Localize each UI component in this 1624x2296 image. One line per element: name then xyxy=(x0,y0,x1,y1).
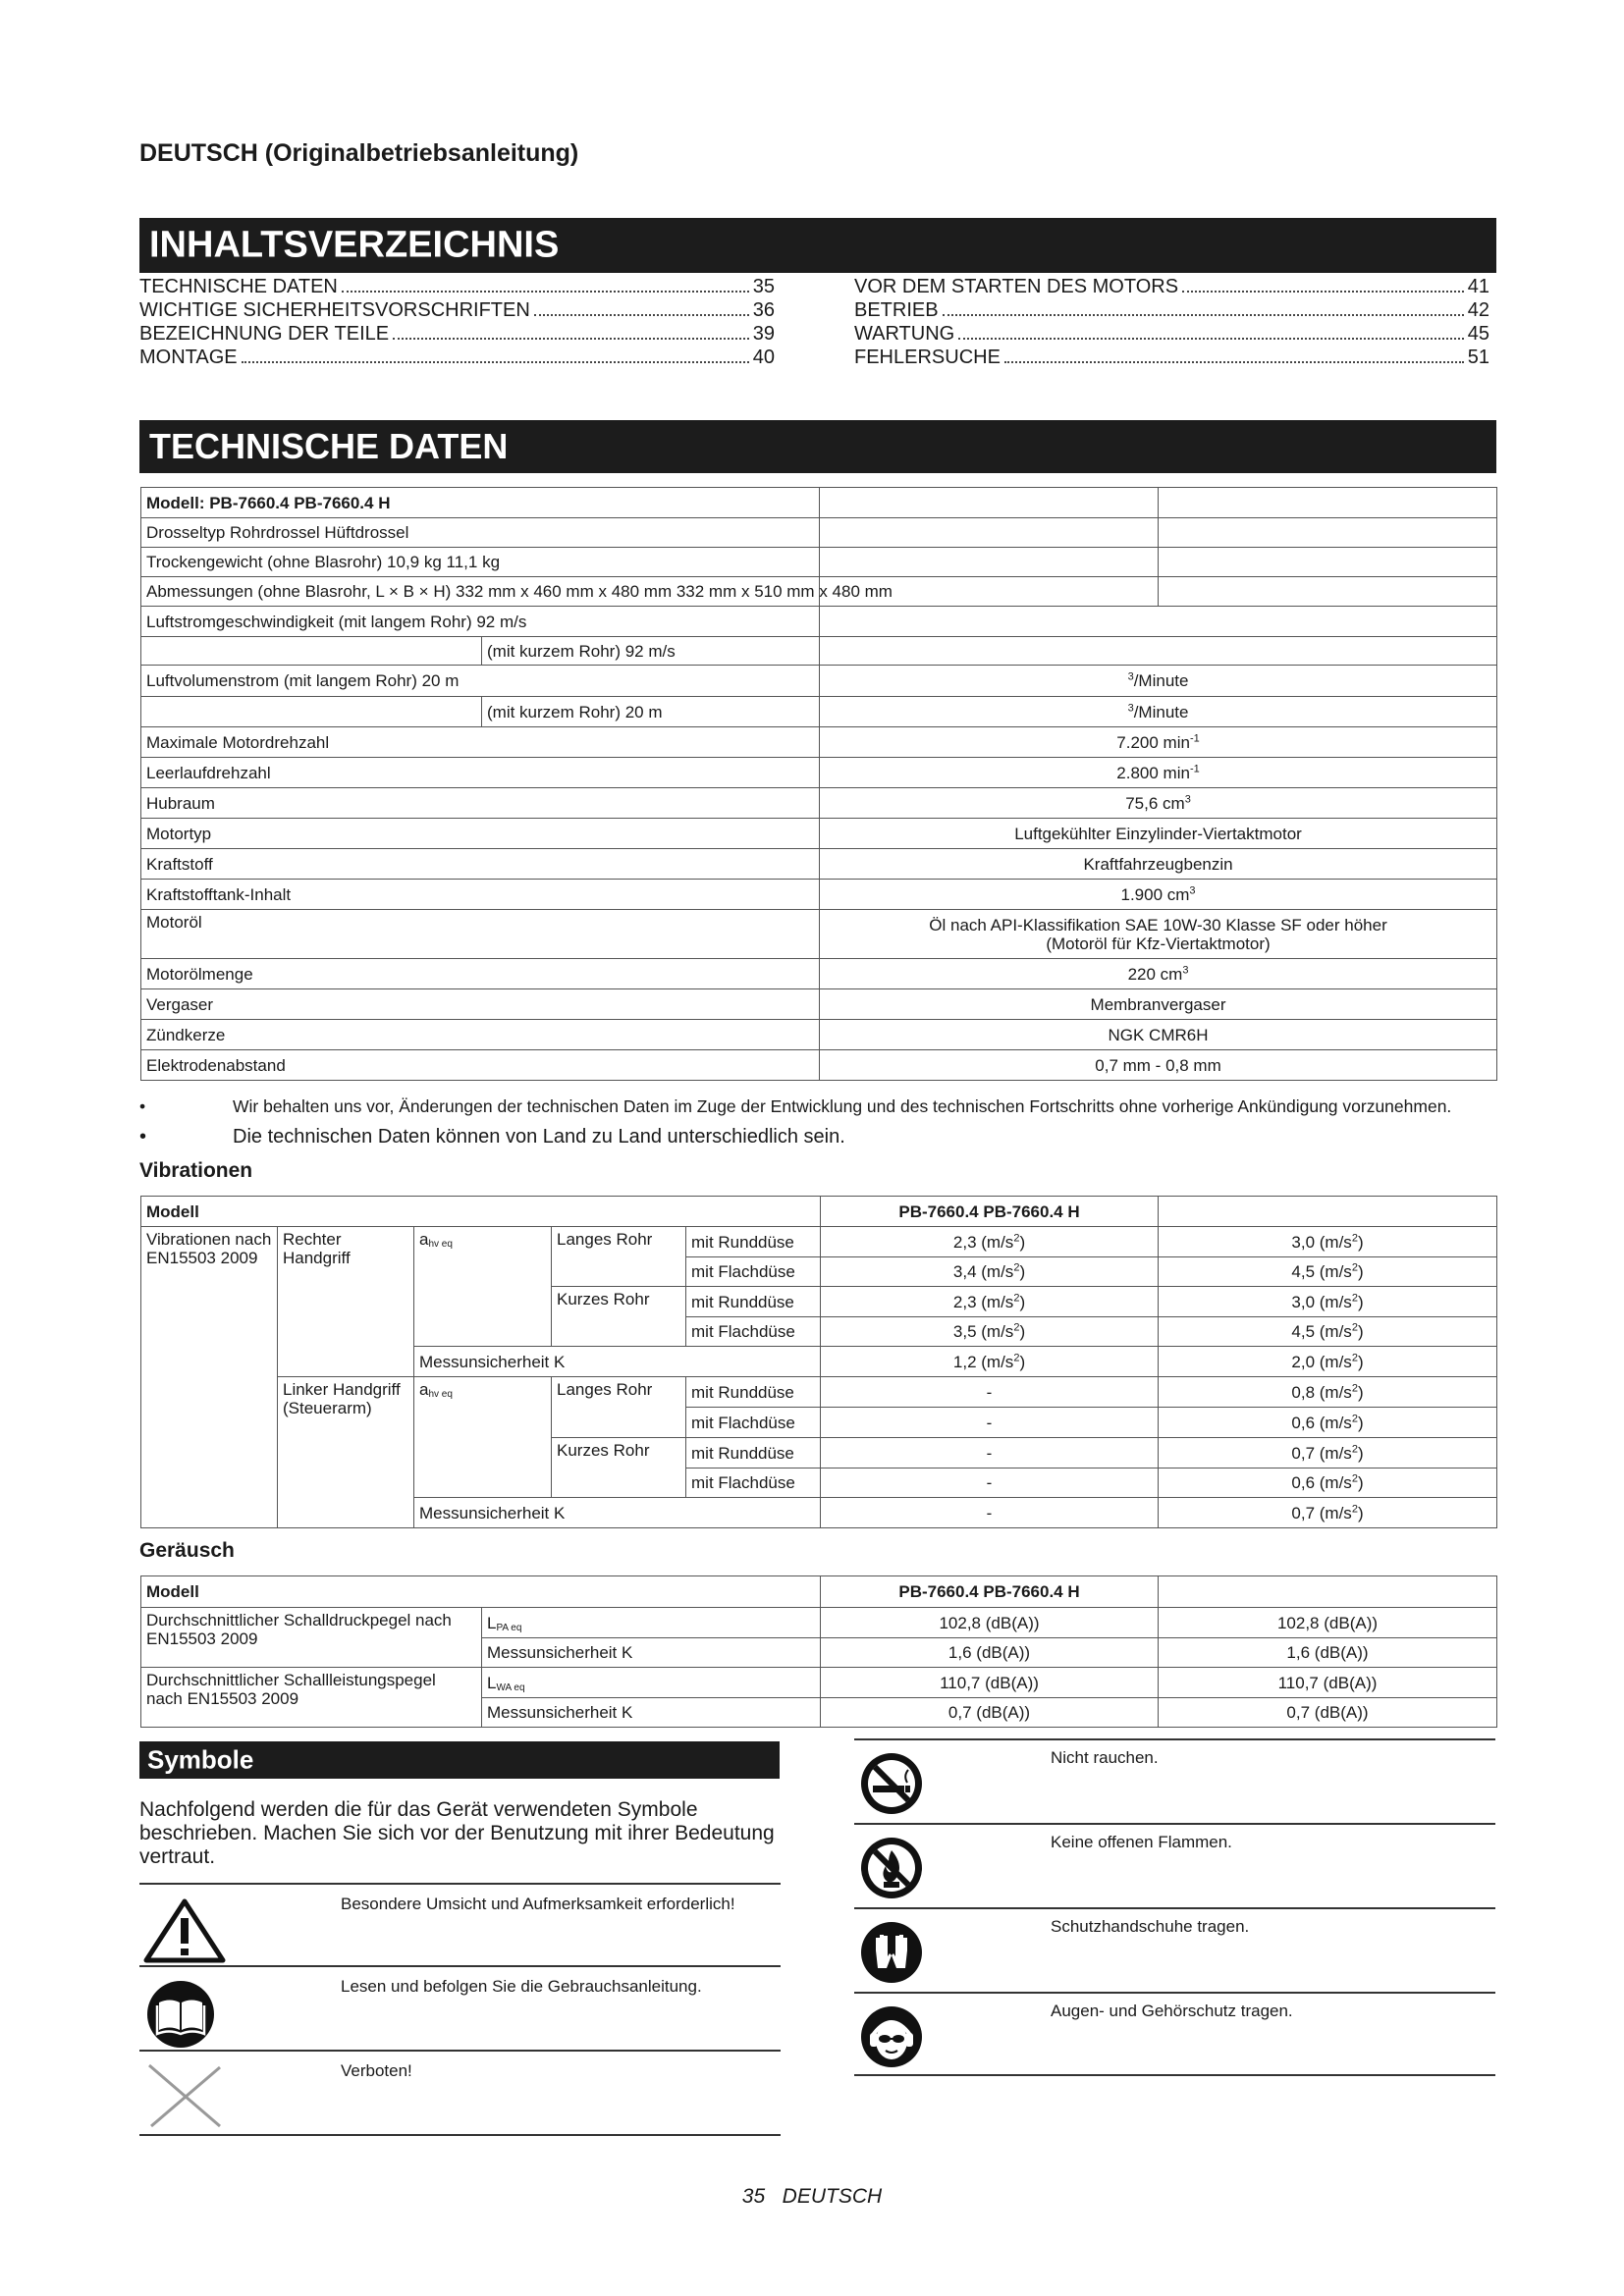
prohibited-cross-icon xyxy=(143,2057,226,2137)
spec-value: Luftgekühlter Einzylinder-Viertaktmotor xyxy=(820,819,1497,849)
vibration-table xyxy=(140,1196,1497,1528)
toc-entry-title: BETRIEB xyxy=(854,299,939,321)
toc-entry[interactable] xyxy=(139,346,775,369)
vib-left-grip: Linker Handgriff (Steuerarm) xyxy=(278,1377,414,1528)
toc-entry-page: 42 xyxy=(1467,299,1489,321)
noise-model-value: PB-7660.4 PB-7660.4 H xyxy=(898,1582,1080,1601)
symbol-text: Augen- und Gehörschutz tragen. xyxy=(1051,2002,1293,2020)
symbol-text: Lesen und befolgen Sie die Gebrauchsanleitung. xyxy=(341,1977,702,1996)
table-row xyxy=(141,607,1497,637)
toc-leader xyxy=(242,361,749,363)
table-row xyxy=(141,1197,1497,1227)
toc-leader xyxy=(534,314,749,316)
table-row xyxy=(141,910,1497,959)
toc-entry-page: 45 xyxy=(1467,323,1489,345)
symbol-row xyxy=(139,1965,781,2052)
table-row xyxy=(141,637,1497,666)
vib-uncertainty: Messunsicherheit K xyxy=(414,1347,821,1377)
vib-model-label: Modell xyxy=(141,1197,821,1227)
vib-value: 2,3 $(m/s^2)$ xyxy=(821,1287,1159,1317)
spec-label: Hubraum xyxy=(141,788,820,819)
toc-entry[interactable] xyxy=(139,322,775,346)
vib-value: - xyxy=(821,1498,1159,1528)
table-row xyxy=(141,1608,1497,1638)
vib-value: - xyxy=(821,1468,1159,1498)
table-row xyxy=(141,666,1497,697)
toc-entry[interactable] xyxy=(854,275,1489,298)
spec-air-volume-short: (mit kurzem Rohr) 20 m xyxy=(482,697,820,727)
symbol-row xyxy=(139,1883,781,1967)
noise-uncertainty: Messunsicherheit K xyxy=(482,1698,821,1728)
toc-entry-title: FEHLERSUCHE xyxy=(854,347,1001,368)
vib-value: 1,2 $(m/s^2)$ xyxy=(821,1347,1159,1377)
noise-value: 110,7 (dB(A)) xyxy=(821,1668,1159,1698)
vib-value: 3,4 $(m/s^2)$ xyxy=(821,1257,1159,1287)
eye-ear-protection-icon xyxy=(860,2005,923,2073)
table-row xyxy=(141,819,1497,849)
spec-model: Modell: PB-7660.4 PB-7660.4 H xyxy=(141,488,820,518)
no-smoking-icon xyxy=(860,1752,923,1820)
bullet: • xyxy=(139,1096,146,1116)
vib-value: 2,0 $(m/s^2)$ xyxy=(1159,1347,1497,1377)
symbol-text: Verboten! xyxy=(341,2061,412,2080)
noise-value: 0,7 (dB(A)) xyxy=(1159,1698,1497,1728)
page-header: DEUTSCH (Originalbetriebsanleitung) xyxy=(139,139,579,167)
spec-label: Zündkerze xyxy=(141,1020,820,1050)
toc-leader xyxy=(1004,361,1464,363)
table-row xyxy=(141,1050,1497,1081)
symbol-text: Besondere Umsicht und Aufmerksamkeit erforderlich! xyxy=(341,1895,735,1913)
toc-entry-page: 40 xyxy=(752,347,775,368)
vib-short-pipe: Kurzes Rohr xyxy=(552,1287,686,1347)
spec-label: Motorölmenge xyxy=(141,959,820,989)
read-manual-icon xyxy=(145,1979,216,2055)
vib-value: 0,6 $(m/s^2)$ xyxy=(1159,1468,1497,1498)
table-row xyxy=(141,1227,1497,1257)
noise-power-symbol: $L_{WA eq}$ xyxy=(482,1668,821,1698)
vib-nozzle: mit Flachdüse xyxy=(686,1257,821,1287)
toc-entry-page: 39 xyxy=(752,323,775,345)
spec-value: 1.900 $cm^3$ xyxy=(820,880,1497,910)
vib-uncertainty: Messunsicherheit K xyxy=(414,1498,821,1528)
vib-nozzle: mit Flachdüse xyxy=(686,1468,821,1498)
toc-entry[interactable] xyxy=(139,298,775,322)
page-number: 35 xyxy=(741,2185,766,2208)
spec-choke-type: Drosseltyp Rohrdrossel Hüftdrossel xyxy=(141,518,820,548)
symbol-row xyxy=(854,1992,1495,2076)
vib-nozzle: mit Runddüse xyxy=(686,1438,821,1468)
toc-leader xyxy=(958,338,1464,340)
symbol-row xyxy=(854,1738,1495,1825)
toc-right-column xyxy=(854,275,1489,369)
tech-data-heading-band xyxy=(139,420,1496,473)
table-row xyxy=(141,788,1497,819)
toc-leader xyxy=(943,314,1464,316)
spec-dry-weight: Trockengewicht (ohne Blasrohr) 10,9 kg 11,1 kg xyxy=(141,548,820,577)
vib-a-symbol: $a_{hv eq}$ xyxy=(414,1227,552,1347)
noise-table xyxy=(140,1575,1497,1728)
toc-entry-title: BEZEICHNUNG DER TEILE xyxy=(139,323,390,345)
spec-label: Vergaser xyxy=(141,989,820,1020)
spec-value: NGK CMR6H xyxy=(820,1020,1497,1050)
toc-leader xyxy=(1182,291,1464,293)
vib-nozzle: mit Runddüse xyxy=(686,1287,821,1317)
vib-value: - xyxy=(821,1377,1159,1408)
note-text: Die technischen Daten können von Land zu Land unterschiedlich sein. xyxy=(233,1126,845,1148)
symbol-row xyxy=(854,1823,1495,1909)
vib-value: 0,7 $(m/s^2)$ xyxy=(1159,1438,1497,1468)
table-row xyxy=(141,959,1497,989)
noise-value: 0,7 (dB(A)) xyxy=(821,1698,1159,1728)
noise-model-label: Modell xyxy=(141,1576,821,1608)
noise-heading: Geräusch xyxy=(139,1539,235,1562)
table-row xyxy=(141,880,1497,910)
spec-label: Kraftstoff xyxy=(141,849,820,880)
vib-value: 2,3 $(m/s^2)$ xyxy=(821,1227,1159,1257)
table-row xyxy=(141,548,1497,577)
spec-air-volume-long: Luftvolumenstrom (mit langem Rohr) 20 m xyxy=(146,671,460,690)
toc-entry-page: 41 xyxy=(1467,276,1489,297)
table-row xyxy=(141,577,1497,607)
symbol-row xyxy=(139,2050,781,2136)
noise-value: 1,6 (dB(A)) xyxy=(1159,1638,1497,1668)
vib-value: 3,5 $(m/s^2)$ xyxy=(821,1317,1159,1347)
noise-pressure-symbol: $L_{PA eq}$ xyxy=(482,1608,821,1638)
spec-label: Kraftstofftank-Inhalt xyxy=(141,880,820,910)
vibration-heading: Vibrationen xyxy=(139,1159,253,1182)
vib-value: 0,7 $(m/s^2)$ xyxy=(1159,1498,1497,1528)
table-row xyxy=(141,697,1497,727)
vib-right-grip: Rechter Handgriff xyxy=(278,1227,414,1377)
toc-entry-page: 36 xyxy=(752,299,775,321)
table-row xyxy=(141,1020,1497,1050)
tech-data-heading: TECHNISCHE DATEN xyxy=(149,426,509,466)
table-row xyxy=(141,1377,1497,1408)
toc-heading: INHALTSVERZEICHNIS xyxy=(149,224,560,266)
divider xyxy=(854,2074,1495,2076)
toc-heading-band xyxy=(139,218,1496,273)
noise-value: 102,8 (dB(A)) xyxy=(1159,1608,1497,1638)
spec-value: 2.800 $\min^{-1}$ xyxy=(820,758,1497,788)
table-row xyxy=(141,1668,1497,1698)
vib-long-pipe: Langes Rohr xyxy=(552,1227,686,1287)
table-row xyxy=(141,849,1497,880)
no-open-flame-icon xyxy=(860,1837,923,1904)
table-row xyxy=(141,1576,1497,1608)
toc-entry-title: VOR DEM STARTEN DES MOTORS xyxy=(854,276,1179,297)
spec-air-volume-unit: $^3$/Minute xyxy=(820,666,1497,697)
symbol-row xyxy=(854,1907,1495,1994)
noise-value: 1,6 (dB(A)) xyxy=(821,1638,1159,1668)
spec-label: Motortyp xyxy=(141,819,820,849)
symbols-heading: Symbole xyxy=(147,1744,254,1775)
symbol-text: Keine offenen Flammen. xyxy=(1051,1833,1232,1851)
table-row xyxy=(141,727,1497,758)
spec-label: Elektrodenabstand xyxy=(141,1050,820,1081)
toc-left-column xyxy=(139,275,775,369)
vib-nozzle: mit Flachdüse xyxy=(686,1408,821,1438)
spec-label: Leerlaufdrehzahl xyxy=(141,758,820,788)
warning-triangle-icon xyxy=(143,1898,226,1968)
spec-value: Kraftfahrzeugbenzin xyxy=(820,849,1497,880)
spec-dimensions: Abmessungen (ohne Blasrohr, L × B × H) 332 mm x 460 mm x 480 mm 332 mm x 510 mm x 480 mm xyxy=(146,582,893,601)
toc-entry-title: WARTUNG xyxy=(854,323,955,345)
toc-entry[interactable] xyxy=(854,322,1489,346)
vib-value: 4,5 $(m/s^2)$ xyxy=(1159,1317,1497,1347)
toc-entry-title: WICHTIGE SICHERHEITSVORSCHRIFTEN xyxy=(139,299,530,321)
toc-entry-title: MONTAGE xyxy=(139,347,238,368)
vib-short-pipe: Kurzes Rohr xyxy=(552,1438,686,1498)
gloves-icon xyxy=(860,1921,923,1989)
spec-label: Motoröl xyxy=(141,910,820,959)
toc-leader xyxy=(393,338,749,340)
spec-value: 7.200 $\min^{-1}$ xyxy=(820,727,1497,758)
toc-entry[interactable] xyxy=(854,346,1489,369)
table-row xyxy=(141,989,1497,1020)
spec-value: 220 $cm^3$ xyxy=(820,959,1497,989)
bullet: • xyxy=(139,1126,147,1148)
spec-label: Maximale Motordrehzahl xyxy=(141,727,820,758)
vib-nozzle: mit Runddüse xyxy=(686,1227,821,1257)
vib-value: - xyxy=(821,1438,1159,1468)
symbol-text: Schutzhandschuhe tragen. xyxy=(1051,1917,1250,1936)
toc-entry-page: 35 xyxy=(752,276,775,297)
page-footer xyxy=(0,2185,1624,2209)
symbols-intro: Nachfolgend werden die für das Gerät verwendeten Symbole beschrieben. Machen Sie sich vor der Benutzung mit ihrer Bedeutung vertraut. xyxy=(139,1798,775,1868)
vib-nozzle: mit Flachdüse xyxy=(686,1317,821,1347)
symbols-heading-band xyxy=(139,1741,780,1779)
toc-entry-page: 51 xyxy=(1467,347,1489,368)
table-row xyxy=(141,518,1497,548)
noise-value: 102,8 (dB(A)) xyxy=(821,1608,1159,1638)
vib-value: 3,0 $(m/s^2)$ xyxy=(1159,1227,1497,1257)
toc-leader xyxy=(342,291,749,293)
vib-value: 0,6 $(m/s^2)$ xyxy=(1159,1408,1497,1438)
noise-uncertainty: Messunsicherheit K xyxy=(482,1638,821,1668)
noise-power-label: Durchschnittlicher Schallleistungspegel nach EN15503 2009 xyxy=(141,1668,482,1728)
toc-entry[interactable] xyxy=(854,298,1489,322)
note-text: Wir behalten uns vor, Änderungen der technischen Daten im Zuge der Entwicklung und des technischen Fortschritts ohne vorherige Ankündigung vorzunehmen. xyxy=(233,1096,1452,1116)
spec-oil-value: Öl nach API-Klassifikation SAE 10W-30 Klasse SF oder höher (Motoröl für Kfz-Viertaktmotor) xyxy=(820,910,1497,959)
vib-value: 3,0 $(m/s^2)$ xyxy=(1159,1287,1497,1317)
noise-value: 110,7 (dB(A)) xyxy=(1159,1668,1497,1698)
footer-language: DEUTSCH xyxy=(782,2185,883,2208)
vib-nozzle: mit Runddüse xyxy=(686,1377,821,1408)
table-row xyxy=(141,758,1497,788)
vib-long-pipe: Langes Rohr xyxy=(552,1377,686,1438)
divider xyxy=(139,2134,781,2136)
spec-value: 75,6 $cm^3$ xyxy=(820,788,1497,819)
toc-entry-title: TECHNISCHE DATEN xyxy=(139,276,338,297)
vib-group-label: Vibrationen nach EN15503 2009 xyxy=(141,1227,278,1528)
toc-entry[interactable] xyxy=(139,275,775,298)
vib-a-symbol: $a_{hv eq}$ xyxy=(414,1377,552,1498)
spec-air-speed-short: (mit kurzem Rohr) 92 m/s xyxy=(482,637,820,666)
spec-air-volume-unit: $^3$/Minute xyxy=(820,697,1497,727)
symbol-text: Nicht rauchen. xyxy=(1051,1748,1159,1767)
vib-value: 4,5 $(m/s^2)$ xyxy=(1159,1257,1497,1287)
noise-pressure-label: Durchschnittlicher Schalldruckpegel nach EN15503 2009 xyxy=(141,1608,482,1668)
spec-value: Membranvergaser xyxy=(820,989,1497,1020)
vib-model-value: PB-7660.4 PB-7660.4 H xyxy=(898,1201,1080,1221)
table-row xyxy=(141,488,1497,518)
vib-value: - xyxy=(821,1408,1159,1438)
spec-value: 0,7 mm - 0,8 mm xyxy=(820,1050,1497,1081)
spec-table xyxy=(140,487,1497,1081)
vib-value: 0,8 $(m/s^2)$ xyxy=(1159,1377,1497,1408)
spec-air-speed-long: Luftstromgeschwindigkeit (mit langem Rohr) 92 m/s xyxy=(146,612,527,631)
